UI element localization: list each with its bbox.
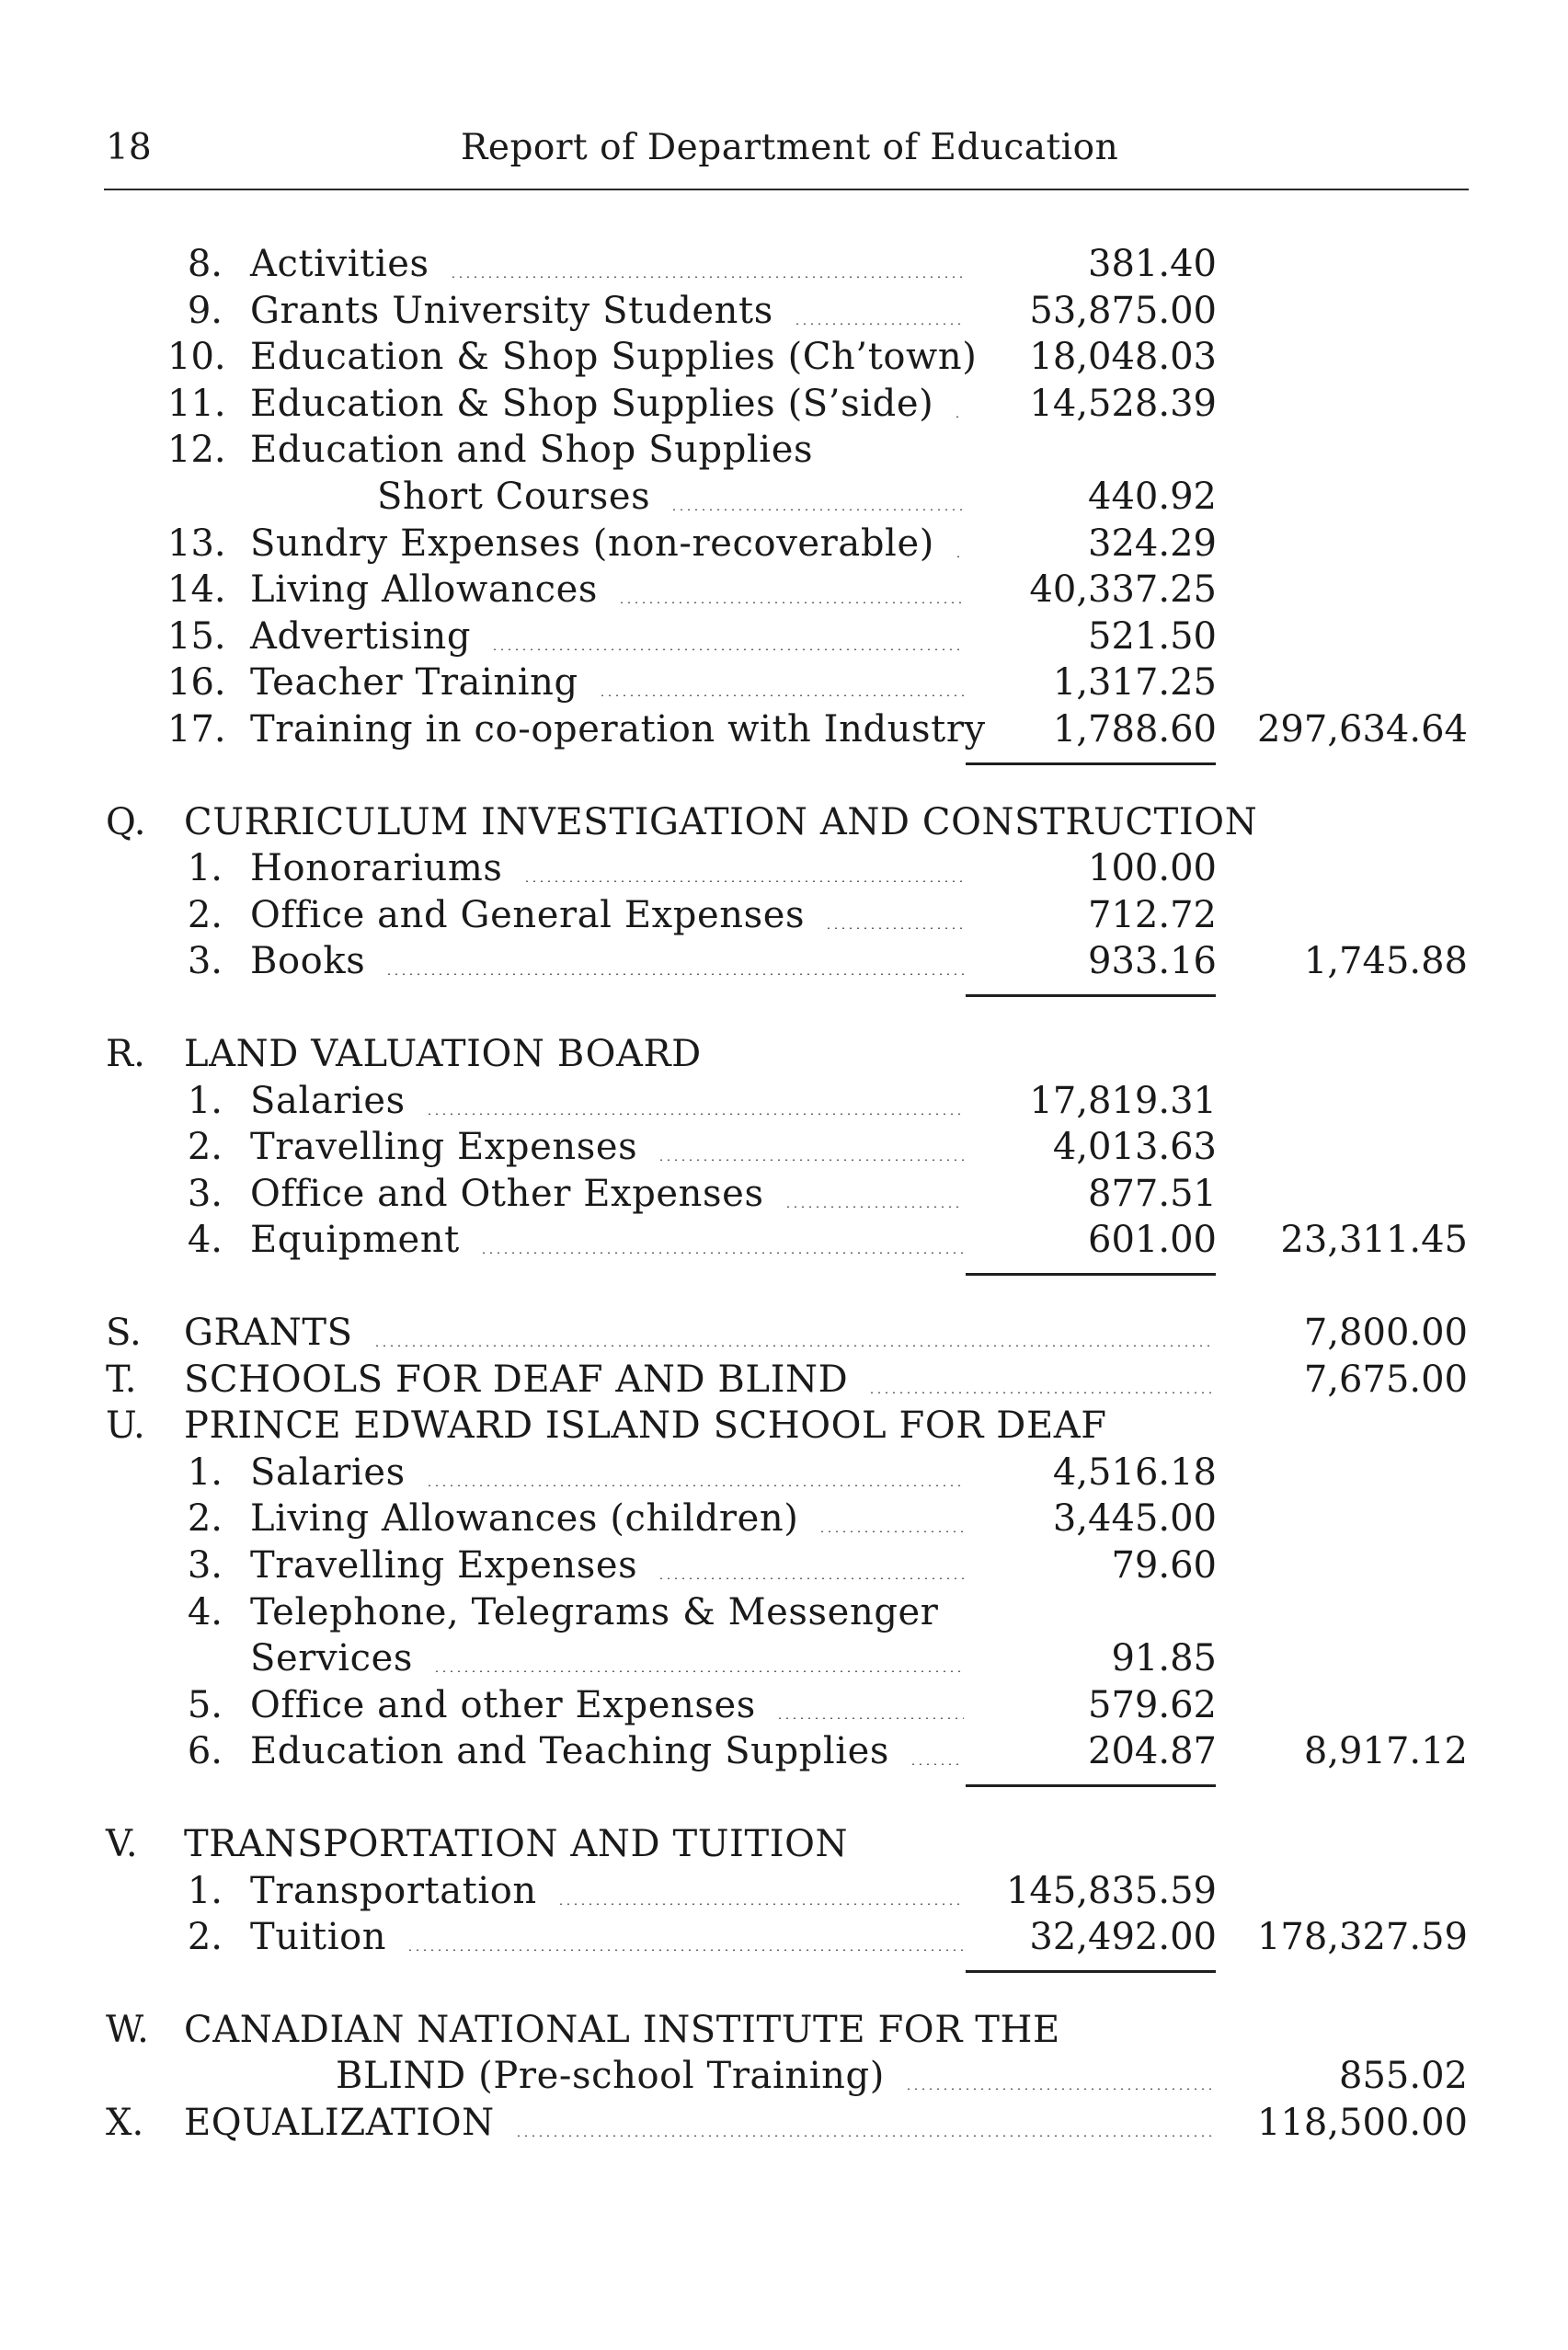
line-item <box>0 288 1568 334</box>
line-item <box>0 474 1568 520</box>
item-number: 3. <box>187 1544 223 1587</box>
item-number: 3. <box>187 940 223 983</box>
item-amount: 53,875.00 <box>1029 289 1217 332</box>
item-label: Teacher Training <box>250 661 578 705</box>
item-amount: 18,048.03 <box>1029 336 1217 379</box>
item-amount: 4,516.18 <box>1052 1450 1217 1494</box>
item-number: 15. <box>167 614 226 658</box>
item-number: 12. <box>167 429 226 472</box>
item-label: Travelling Expenses <box>250 1544 638 1587</box>
item-label: Office and Other Expenses <box>250 1172 764 1215</box>
leader-dots <box>385 973 964 975</box>
item-label: Short Courses <box>377 476 651 518</box>
line-item <box>0 521 1568 567</box>
line-item <box>0 1868 1568 1914</box>
item-amount: 79.60 <box>1111 1544 1217 1587</box>
item-amount: 100.00 <box>1088 847 1217 890</box>
leader-dots <box>557 1903 964 1905</box>
item-label: Education and Teaching Supplies <box>250 1730 890 1773</box>
section-letter: U. <box>106 1404 145 1448</box>
leader-dots <box>426 1485 964 1486</box>
item-number: 6. <box>187 1730 223 1773</box>
item-number: 1. <box>187 1079 223 1122</box>
line-item <box>0 938 1568 984</box>
item-label: Travelling Expenses <box>250 1126 638 1169</box>
line-item <box>0 1450 1568 1496</box>
item-label: Equipment <box>250 1219 460 1262</box>
leader-dots <box>868 1392 1212 1393</box>
section-letter: V. <box>106 1823 138 1865</box>
line-item <box>0 1914 1568 1960</box>
item-number: 2. <box>187 893 223 936</box>
item-amount: 40,337.25 <box>1029 568 1217 612</box>
leader-dots <box>905 2088 1212 2090</box>
line-item <box>0 1589 1568 1635</box>
section-title: BLIND (Pre-school Training) <box>336 2055 885 2098</box>
item-number: 2. <box>187 1916 223 1959</box>
line-item <box>0 1542 1568 1588</box>
item-label: Activities <box>250 243 429 285</box>
leader-dots <box>491 648 964 650</box>
line-item <box>0 427 1568 473</box>
page-header <box>106 127 1467 182</box>
item-label: Salaries <box>250 1079 406 1122</box>
item-label: Tuition <box>250 1916 387 1959</box>
leader-dots <box>776 1717 964 1719</box>
section-total: 8,917.12 <box>1303 1730 1468 1773</box>
item-label: Education & Shop Supplies (S’side) <box>250 382 934 425</box>
item-number: 13. <box>167 522 226 565</box>
line-item <box>0 845 1568 891</box>
item-number: 4. <box>187 1590 223 1634</box>
item-number: 3. <box>187 1172 223 1215</box>
section-title: LAND VALUATION BOARD <box>184 1033 702 1075</box>
leader-dots <box>784 1206 964 1208</box>
item-amount: 145,835.59 <box>1005 1869 1217 1912</box>
item-amount: 324.29 <box>1088 522 1217 565</box>
leader-dots <box>670 509 964 510</box>
item-number: 14. <box>167 568 226 612</box>
line-item <box>0 1171 1568 1217</box>
item-label: Advertising <box>250 614 472 658</box>
item-amount: 3,445.00 <box>1052 1497 1217 1541</box>
item-number: 4. <box>187 1219 223 1262</box>
item-number: 9. <box>187 289 223 332</box>
section-heading <box>0 2100 1568 2146</box>
section-heading <box>0 1821 1568 1867</box>
item-number: 17. <box>167 708 226 751</box>
item-number: 1. <box>187 1869 223 1912</box>
item-amount: 381.40 <box>1088 243 1217 285</box>
line-item <box>0 1217 1568 1263</box>
section-total: 855.02 <box>1339 2055 1468 2098</box>
item-number: 1. <box>187 1450 223 1494</box>
item-amount: 1,788.60 <box>1052 708 1217 751</box>
line-item <box>0 1682 1568 1728</box>
section-heading <box>0 1310 1568 1356</box>
running-title: Report of Department of Education <box>461 127 1119 168</box>
leader-dots <box>426 1113 964 1115</box>
section-total: 178,327.59 <box>1256 1916 1468 1959</box>
line-item <box>0 334 1568 380</box>
item-label: Transportation <box>250 1869 537 1912</box>
leader-dots <box>515 2135 1212 2137</box>
item-label: Education and Shop Supplies <box>250 429 814 472</box>
section-heading <box>0 1403 1568 1449</box>
section-title: CANADIAN NATIONAL INSTITUTE FOR THE <box>184 2008 1060 2051</box>
line-item <box>0 1728 1568 1774</box>
item-amount: 440.92 <box>1088 476 1217 518</box>
section-total: 118,500.00 <box>1256 2102 1468 2144</box>
subtotal-rule <box>966 1970 1216 1973</box>
leader-dots <box>599 694 964 696</box>
line-item <box>0 381 1568 427</box>
item-label: Grants University Students <box>250 289 773 332</box>
leader-dots <box>406 1949 964 1951</box>
section-title: PRINCE EDWARD ISLAND SCHOOL FOR DEAF <box>184 1404 1107 1448</box>
item-label: Sundry Expenses (non-recoverable) <box>250 522 934 565</box>
line-item <box>0 892 1568 938</box>
item-amount: 17,819.31 <box>1029 1079 1217 1122</box>
line-item <box>0 613 1568 659</box>
item-amount: 91.85 <box>1111 1637 1217 1680</box>
item-amount: 204.87 <box>1088 1730 1217 1773</box>
line-item <box>0 1496 1568 1542</box>
section-total: 1,745.88 <box>1303 940 1468 983</box>
item-label: Living Allowances <box>250 568 599 612</box>
item-label: Education & Shop Supplies (Ch’town) <box>250 336 978 379</box>
leader-dots <box>523 880 964 882</box>
item-label: Salaries <box>250 1450 406 1494</box>
item-label: Training in co-operation with Industry <box>250 708 986 751</box>
leader-dots <box>618 602 964 603</box>
item-label: Books <box>250 940 366 983</box>
item-label: Office and other Expenses <box>250 1683 756 1726</box>
item-number: 2. <box>187 1497 223 1541</box>
subtotal-rule <box>966 1784 1216 1787</box>
section-letter: X. <box>106 2102 144 2144</box>
line-item <box>0 1078 1568 1124</box>
section-total: 7,800.00 <box>1303 1312 1468 1354</box>
item-number: 11. <box>167 382 226 425</box>
item-amount: 1,317.25 <box>1052 661 1217 705</box>
item-label: Office and General Expenses <box>250 893 806 936</box>
section-title: CURRICULUM INVESTIGATION AND CONSTRUCTION <box>184 800 1258 843</box>
item-amount: 32,492.00 <box>1029 1916 1217 1959</box>
section-heading <box>0 2007 1568 2053</box>
item-label: Living Allowances (children) <box>250 1497 799 1541</box>
section-total: 23,311.45 <box>1280 1219 1468 1262</box>
line-item <box>0 659 1568 705</box>
leader-dots <box>373 1345 1212 1347</box>
section-total: 7,675.00 <box>1303 1358 1468 1401</box>
item-number: 10. <box>167 336 226 379</box>
item-label: Services <box>250 1637 413 1680</box>
subtotal-rule <box>966 994 1216 997</box>
section-letter: T. <box>106 1358 137 1401</box>
item-amount: 601.00 <box>1088 1219 1217 1262</box>
leader-dots <box>658 1577 964 1579</box>
section-letter: S. <box>106 1312 142 1354</box>
line-item <box>0 706 1568 752</box>
item-amount: 877.51 <box>1088 1172 1217 1215</box>
item-number: 5. <box>187 1683 223 1726</box>
section-letter: W. <box>106 2008 149 2051</box>
item-number: 16. <box>167 661 226 705</box>
section-title: EQUALIZATION <box>184 2102 495 2144</box>
section-heading <box>0 1357 1568 1403</box>
section-heading <box>0 1031 1568 1077</box>
item-amount: 14,528.39 <box>1029 382 1217 425</box>
leader-dots <box>433 1670 964 1672</box>
section-heading-continued <box>0 2053 1568 2099</box>
section-letter: Q. <box>106 800 146 843</box>
section-title: GRANTS <box>184 1312 353 1354</box>
subtotal-rule <box>966 1273 1216 1276</box>
line-item <box>0 241 1568 287</box>
subtotal-rule <box>966 762 1216 765</box>
section-title: TRANSPORTATION AND TUITION <box>184 1823 849 1865</box>
item-amount: 521.50 <box>1088 614 1217 658</box>
item-label: Telephone, Telegrams & Messenger <box>250 1590 939 1634</box>
item-number: 8. <box>187 243 223 285</box>
item-amount: 933.16 <box>1088 940 1217 983</box>
section-letter: R. <box>106 1033 145 1075</box>
header-rule <box>104 189 1469 190</box>
item-number: 2. <box>187 1126 223 1169</box>
line-item <box>0 1124 1568 1170</box>
leader-dots <box>658 1159 964 1161</box>
item-amount: 4,013.63 <box>1052 1126 1217 1169</box>
item-amount: 579.62 <box>1088 1683 1217 1726</box>
item-label: Honorariums <box>250 847 503 890</box>
item-number: 1. <box>187 847 223 890</box>
line-item <box>0 567 1568 613</box>
leader-dots <box>480 1252 964 1254</box>
section-total: 297,634.64 <box>1256 708 1468 751</box>
page-number: 18 <box>106 127 152 168</box>
leader-dots <box>450 276 964 278</box>
section-title: SCHOOLS FOR DEAF AND BLIND <box>184 1358 849 1401</box>
line-item <box>0 1635 1568 1681</box>
section-heading <box>0 799 1568 845</box>
leader-dots <box>794 323 964 325</box>
item-amount: 712.72 <box>1088 893 1217 936</box>
